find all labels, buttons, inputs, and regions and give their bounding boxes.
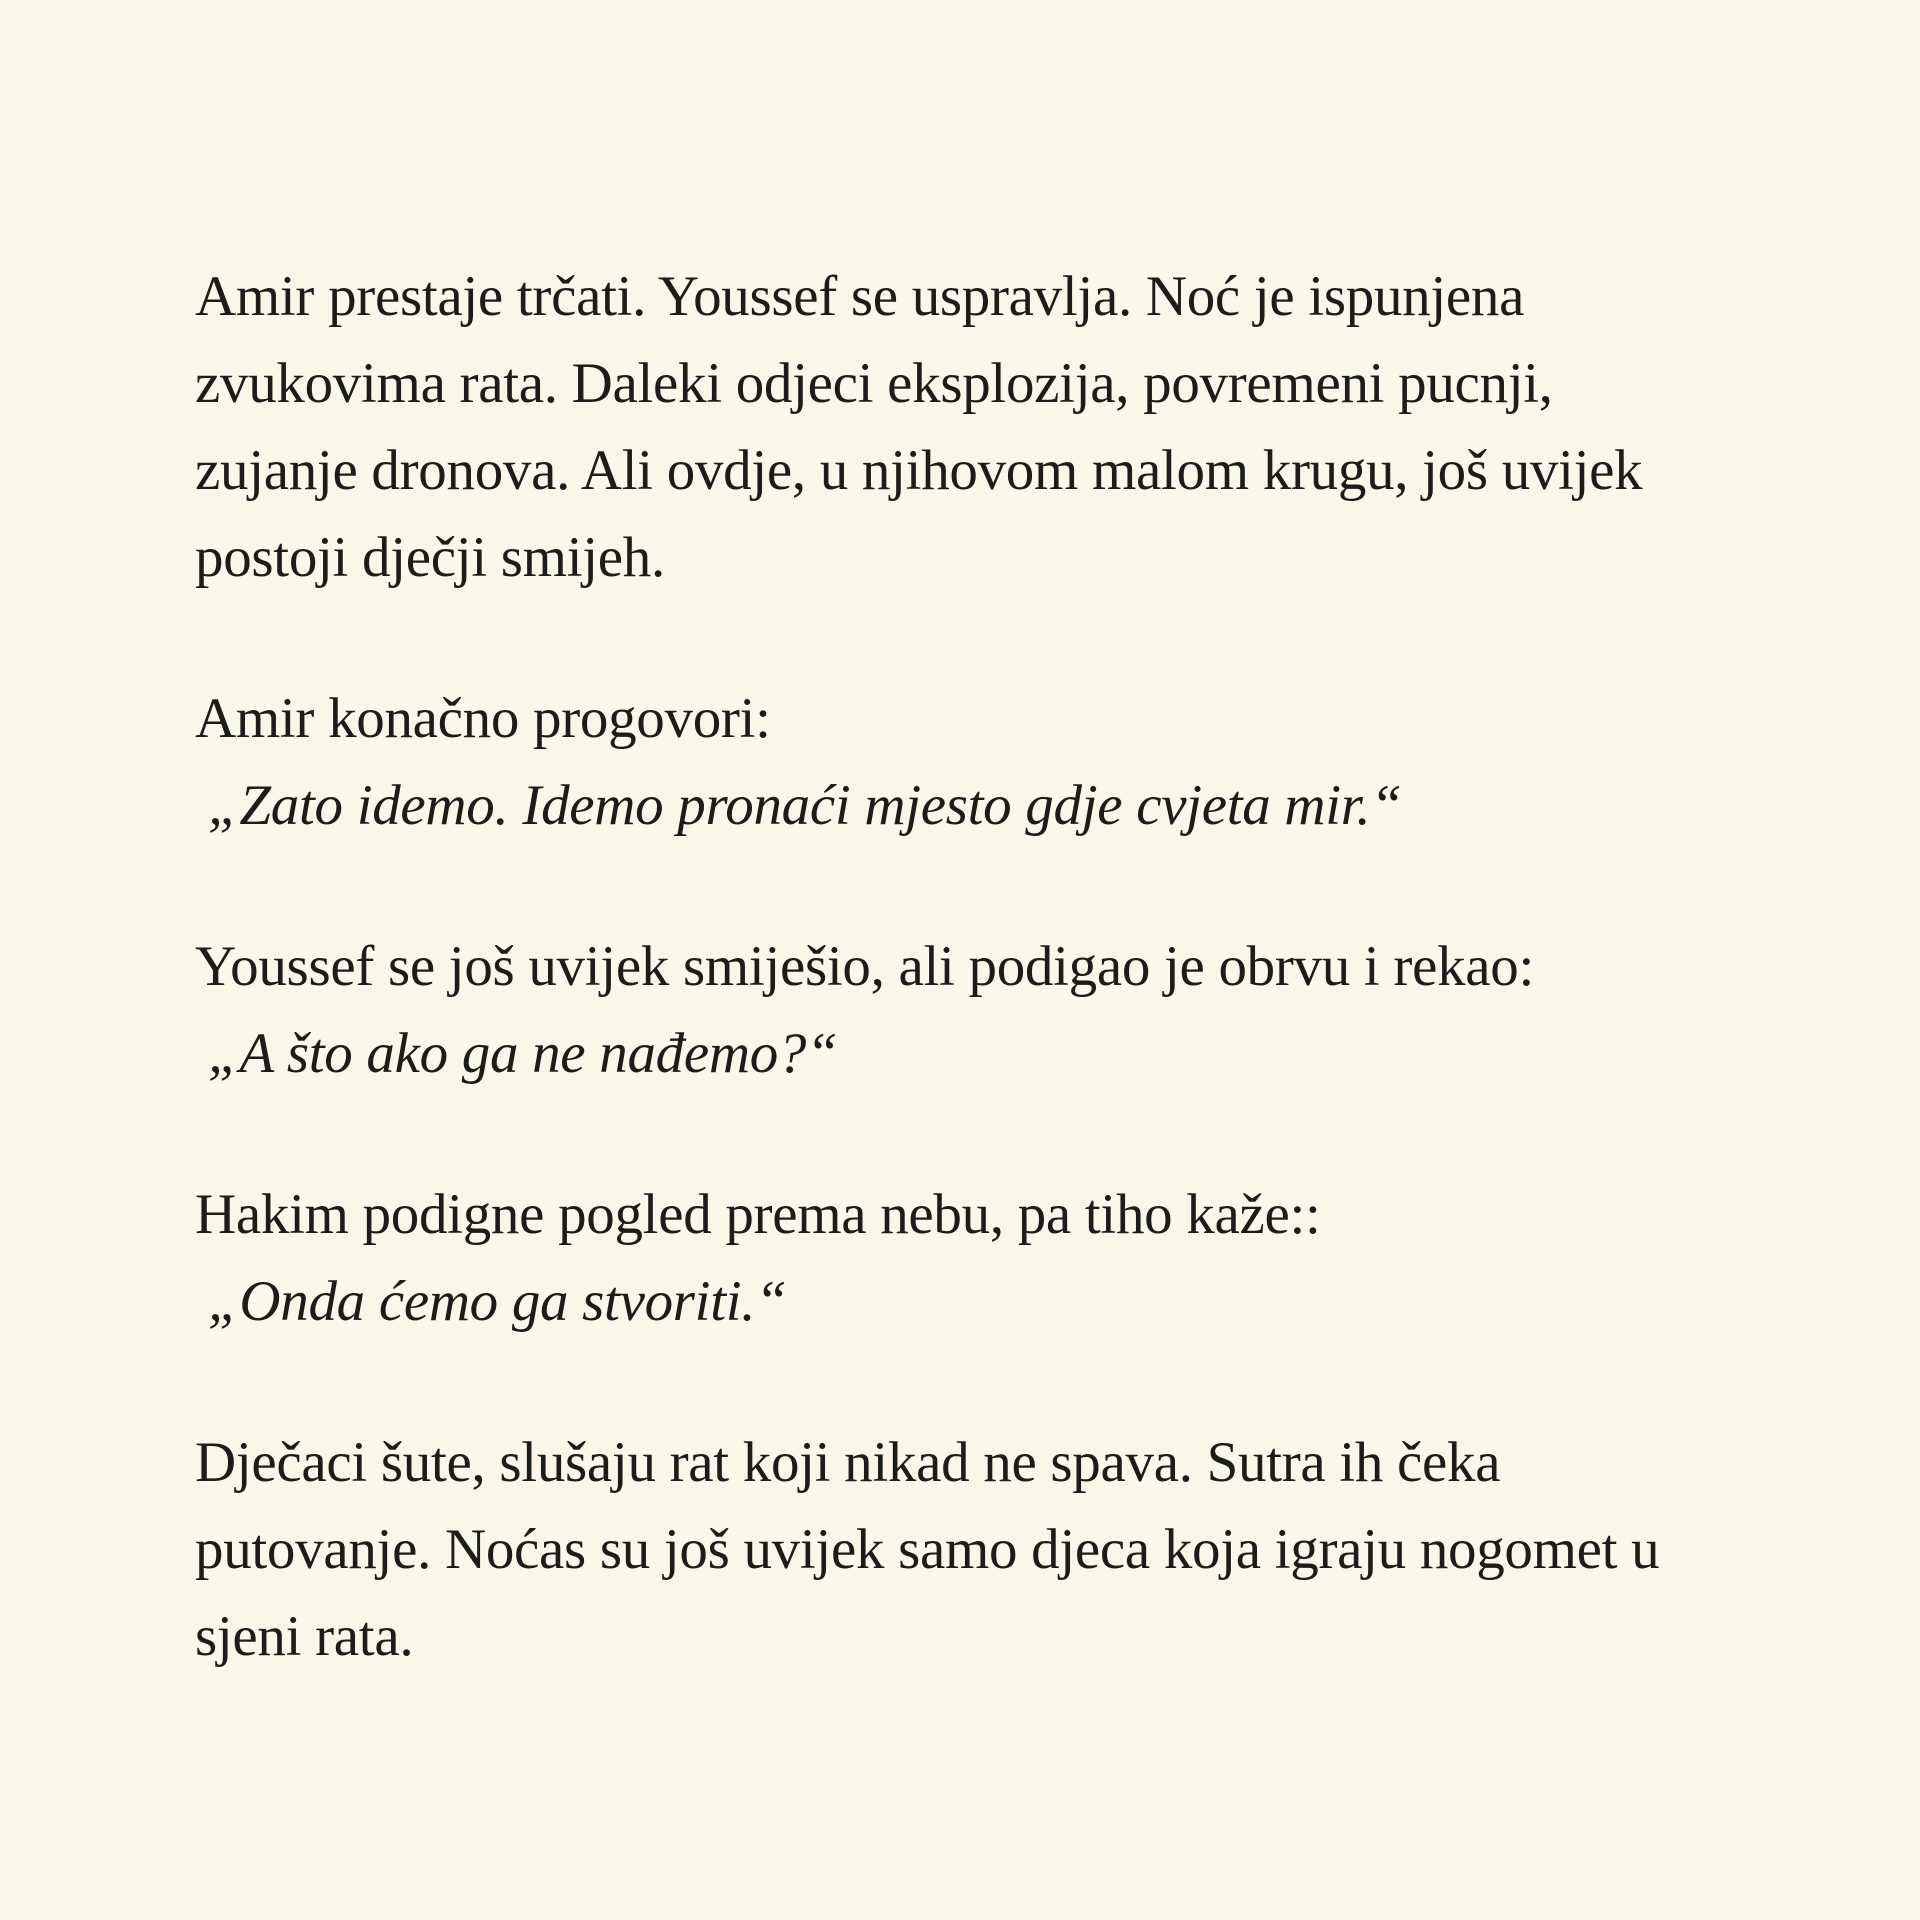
- paragraph-amir-speaks: [195, 675, 1860, 849]
- text-line: Dječaci šute, slušaju rat koji nikad ne spava. Sutra ih čeka: [195, 1431, 1501, 1494]
- text-line: sjeni rata.: [195, 1605, 414, 1668]
- paragraph-youssef-asks: [195, 923, 1860, 1097]
- text-line: Amir konačno progovori:: [195, 687, 771, 750]
- paragraph-closing: [195, 1419, 1860, 1680]
- text-line: postoji dječji smijeh.: [195, 526, 665, 589]
- text-line: Amir prestaje trčati. Youssef se uspravlja. Noć je ispunjena: [195, 265, 1525, 328]
- paragraph-night-sounds: [195, 253, 1860, 601]
- text-line: Hakim podigne pogled prema nebu, pa tiho kaže::: [195, 1183, 1321, 1246]
- dialogue-quote: „Onda ćemo ga stvoriti.“: [208, 1270, 787, 1333]
- dialogue-quote: „Zato idemo. Idemo pronaći mjesto gdje cvjeta mir.“: [208, 774, 1402, 837]
- text-line: putovanje. Noćas su još uvijek samo djeca koja igraju nogomet u: [195, 1518, 1660, 1581]
- paragraph-hakim-answers: [195, 1171, 1860, 1345]
- text-line: zujanje dronova. Ali ovdje, u njihovom malom krugu, još uvijek: [195, 439, 1643, 502]
- text-line: zvukovima rata. Daleki odjeci eksplozija, povremeni pucnji,: [195, 352, 1553, 415]
- text-line: Youssef se još uvijek smiješio, ali podigao je obrvu i rekao:: [195, 935, 1535, 998]
- dialogue-quote: „A što ako ga ne nađemo?“: [208, 1022, 838, 1085]
